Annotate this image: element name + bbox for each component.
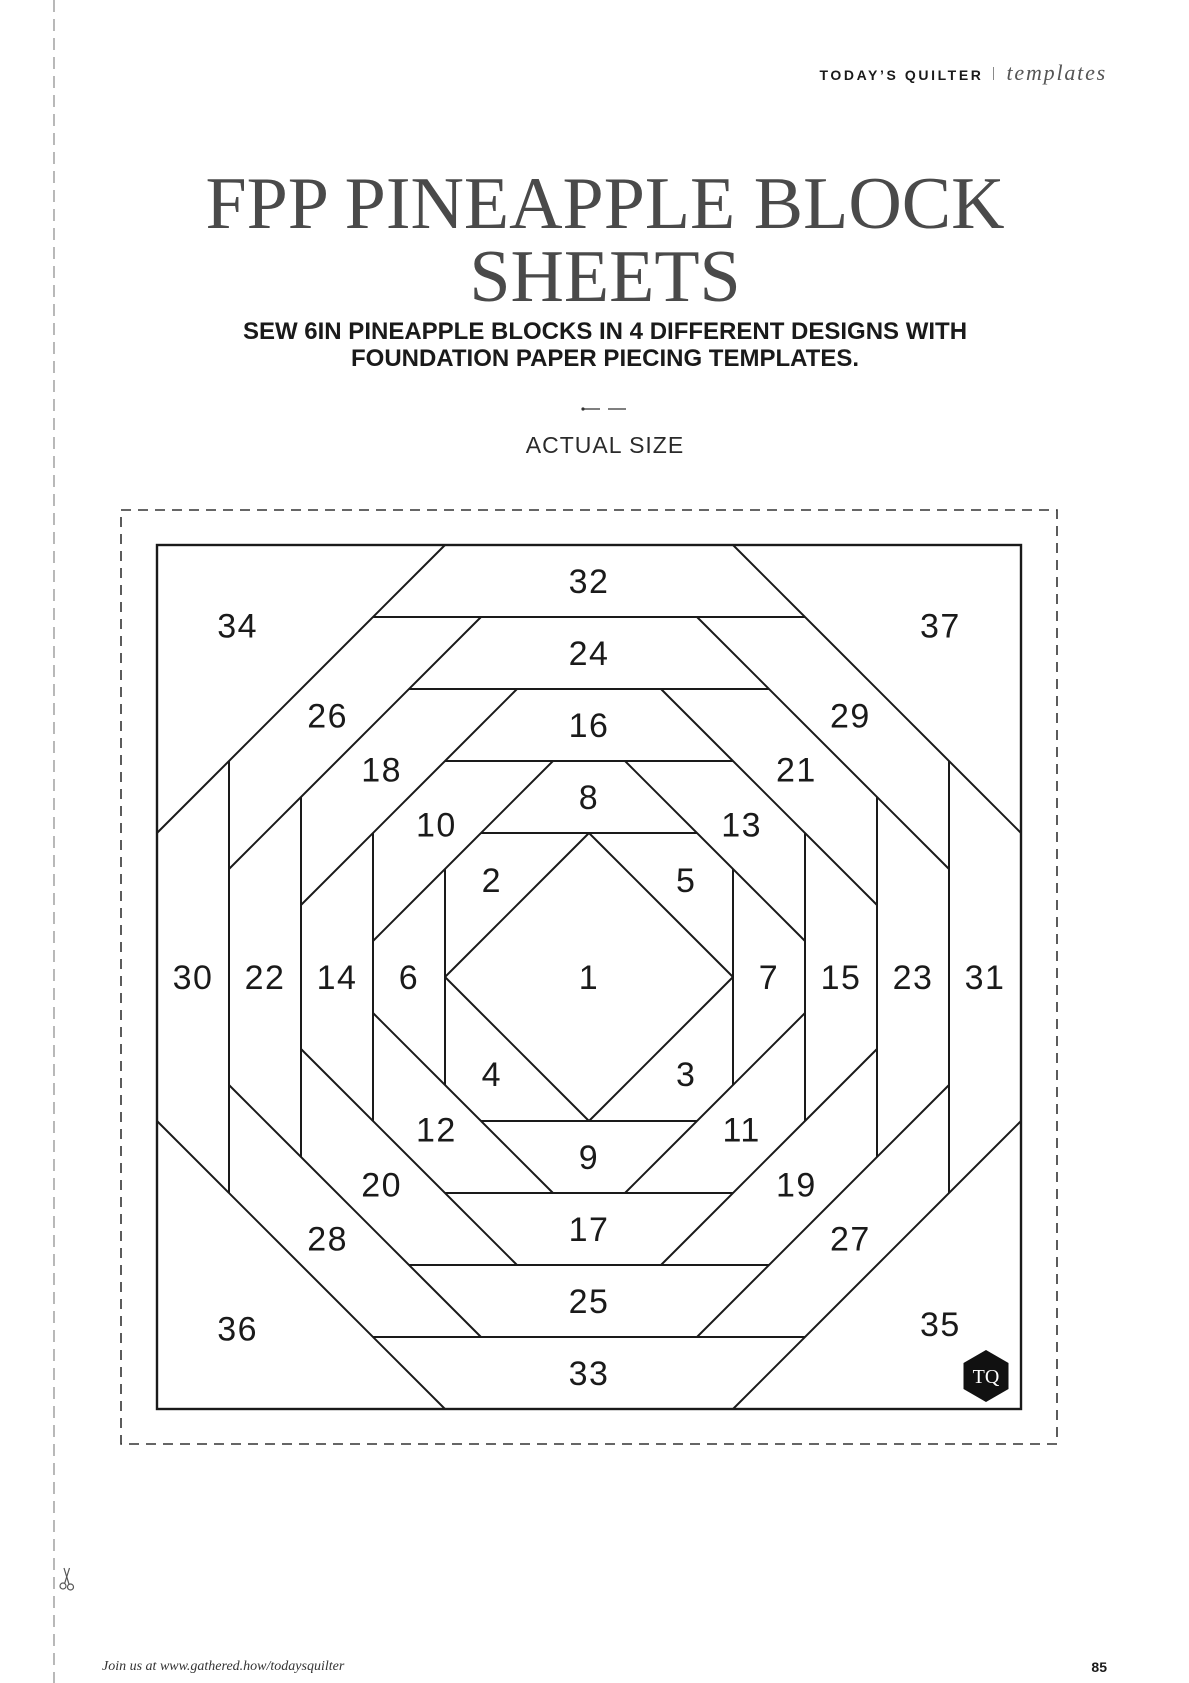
piece-number: 6 bbox=[398, 959, 420, 997]
seam-line bbox=[589, 833, 733, 977]
piece-number: 19 bbox=[775, 1166, 817, 1205]
page-subtitle bbox=[100, 318, 1110, 372]
piece-number: 11 bbox=[722, 1111, 761, 1150]
piece-number: 33 bbox=[568, 1355, 610, 1393]
piece-number: 22 bbox=[244, 959, 286, 997]
piece-number: 15 bbox=[820, 959, 862, 997]
piece-number: 12 bbox=[415, 1111, 457, 1150]
piece-number: 34 bbox=[217, 607, 259, 646]
piece-number: 24 bbox=[568, 635, 610, 673]
piece-number: 37 bbox=[919, 607, 961, 646]
seam-line bbox=[157, 1121, 445, 1409]
piece-number: 16 bbox=[568, 707, 610, 745]
piece-number: 14 bbox=[316, 959, 358, 997]
piece-number: 30 bbox=[172, 959, 214, 997]
piece-number: 10 bbox=[415, 806, 457, 845]
piece-number: 9 bbox=[578, 1139, 600, 1177]
header-separator bbox=[993, 67, 994, 80]
title-line-1: FPP PINEAPPLE BLOCK bbox=[205, 163, 1005, 245]
subtitle-line-1: SEW 6IN PINEAPPLE BLOCKS IN 4 DIFFERENT DESIGNS WITH bbox=[242, 318, 968, 345]
piece-number: 17 bbox=[568, 1211, 610, 1249]
section-name: templates bbox=[1006, 60, 1107, 85]
piece-number: 4 bbox=[481, 1056, 503, 1095]
piece-number: 21 bbox=[775, 751, 817, 790]
divider-ornament-icon bbox=[580, 405, 630, 413]
page-title bbox=[100, 163, 1110, 318]
piece-number: 32 bbox=[568, 563, 610, 601]
scissors-icon bbox=[58, 1566, 76, 1592]
piece-number: 36 bbox=[217, 1310, 259, 1349]
size-note: ACTUAL SIZE bbox=[525, 432, 685, 458]
pineapple-block-template bbox=[120, 509, 1058, 1445]
piece-number: 28 bbox=[307, 1220, 349, 1259]
piece-number: 23 bbox=[892, 959, 934, 997]
piece-number: 27 bbox=[829, 1220, 871, 1259]
piece-number: 26 bbox=[307, 697, 349, 736]
piece-number: 25 bbox=[568, 1283, 610, 1321]
seam-line bbox=[157, 545, 445, 833]
subtitle-line-2: FOUNDATION PAPER PIECING TEMPLATES. bbox=[350, 345, 860, 372]
piece-number: 5 bbox=[675, 861, 697, 900]
piece-number: 31 bbox=[964, 959, 1006, 997]
piece-numbers bbox=[173, 563, 1006, 1393]
piece-number: 20 bbox=[361, 1166, 403, 1205]
piece-number: 8 bbox=[578, 779, 600, 817]
footer-website-note: Join us at www.gathered.how/todaysquilter bbox=[102, 1659, 345, 1674]
piece-number: 18 bbox=[361, 751, 403, 790]
page-number: 85 bbox=[1091, 1659, 1107, 1675]
seam-line bbox=[733, 545, 1021, 833]
piece-number: 7 bbox=[758, 959, 780, 997]
piece-number: 2 bbox=[481, 861, 503, 900]
piece-number: 13 bbox=[721, 806, 763, 845]
title-line-2: SHEETS bbox=[469, 236, 741, 318]
running-header bbox=[820, 60, 1108, 86]
piece-number: 1 bbox=[578, 959, 600, 997]
piece-number: 29 bbox=[829, 697, 871, 736]
piece-number: 3 bbox=[675, 1056, 697, 1095]
tq-logo-text: TQ bbox=[972, 1366, 1000, 1388]
tq-logo bbox=[964, 1350, 1009, 1402]
seam-line bbox=[445, 977, 589, 1121]
block-area bbox=[157, 545, 1021, 1409]
seam-line bbox=[445, 833, 589, 977]
cut-line bbox=[48, 0, 60, 1683]
seam-line bbox=[589, 977, 733, 1121]
piece-number: 35 bbox=[919, 1306, 961, 1345]
publication-name: TODAY’S QUILTER bbox=[819, 67, 984, 83]
